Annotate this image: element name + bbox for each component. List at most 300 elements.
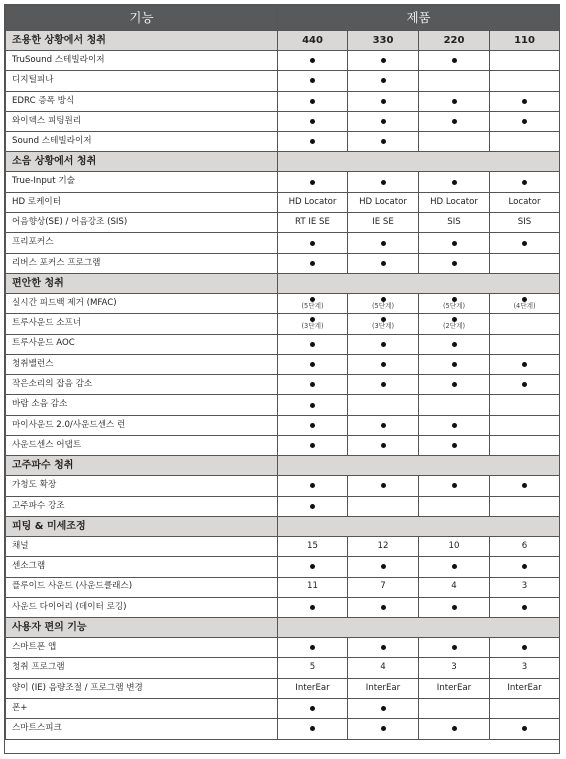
- model-label-330: 330: [348, 31, 419, 51]
- cell-value: RT IE SE: [295, 217, 330, 227]
- supported-dot-icon: [310, 423, 315, 428]
- feature-column-header: 기능: [6, 6, 278, 31]
- supported-dot-icon: [381, 726, 386, 731]
- section-header-row: [6, 456, 560, 476]
- feature-cell-110: [490, 496, 560, 516]
- feature-cell-440: [278, 111, 348, 131]
- feature-cell-110: [490, 354, 560, 374]
- cell-content: [348, 297, 418, 310]
- supported-dot-icon: [452, 261, 457, 266]
- table-row: [6, 678, 560, 698]
- cell-content: [490, 180, 559, 185]
- table-row: [6, 375, 560, 395]
- cell-content: [419, 362, 489, 367]
- supported-dot-icon: [452, 564, 457, 569]
- feature-cell-110: [490, 51, 560, 71]
- feature-cell-440: [278, 354, 348, 374]
- cell-value: 15: [307, 540, 318, 551]
- cell-content: [278, 58, 347, 63]
- level-note: (2단계): [442, 322, 466, 331]
- model-label-220: 220: [419, 31, 490, 51]
- cell-content: [348, 443, 418, 448]
- feature-cell-220: [419, 699, 490, 719]
- feature-cell-220: [419, 132, 490, 152]
- feature-cell-440: [278, 496, 348, 516]
- cell-value: InterEar: [295, 682, 330, 693]
- feature-cell-110: [490, 375, 560, 395]
- table-row: [6, 699, 560, 719]
- supported-dot-icon: [381, 423, 386, 428]
- feature-cell-220: [419, 577, 490, 597]
- section-header-fill: [278, 152, 560, 172]
- cell-content: [348, 362, 418, 367]
- feature-cell-110: [490, 314, 560, 334]
- supported-dot-icon: [522, 645, 527, 650]
- cell-content: [490, 564, 559, 569]
- table-row: [6, 314, 560, 334]
- feature-table-body: [6, 6, 560, 740]
- supported-dot-icon: [522, 382, 527, 387]
- cell-content: [348, 382, 418, 387]
- section-header-fill: [278, 456, 560, 476]
- feature-label: 스마트스피크: [6, 719, 278, 739]
- feature-cell-440: [278, 719, 348, 739]
- feature-cell-330: [348, 557, 419, 577]
- cell-content: [419, 99, 489, 104]
- table-row: [6, 719, 560, 739]
- cell-value: 4: [451, 581, 457, 592]
- feature-cell-330: [348, 699, 419, 719]
- supported-dot-icon: [381, 241, 386, 246]
- supported-dot-icon: [310, 261, 315, 266]
- supported-dot-icon: [310, 645, 315, 650]
- supported-dot-icon: [310, 443, 315, 448]
- cell-content: [419, 297, 489, 310]
- supported-dot-icon: [522, 180, 527, 185]
- cell-value: 12: [377, 540, 389, 551]
- feature-cell-220: [419, 293, 490, 313]
- feature-cell-110: [490, 213, 560, 233]
- cell-value: HD Locator: [430, 196, 478, 207]
- feature-cell-220: [419, 314, 490, 334]
- feature-cell-110: [490, 436, 560, 456]
- cell-content: [278, 726, 347, 731]
- feature-cell-330: [348, 719, 419, 739]
- supported-dot-icon: [452, 645, 457, 650]
- cell-content: [278, 605, 347, 610]
- cell-content: [278, 342, 347, 347]
- table-row: [6, 536, 560, 556]
- feature-label: HD 로케이터: [6, 192, 278, 212]
- feature-cell-440: [278, 436, 348, 456]
- cell-content: [278, 180, 347, 185]
- table-row: [6, 354, 560, 374]
- table-row: [6, 91, 560, 111]
- feature-label: 센소그램: [6, 557, 278, 577]
- feature-cell-440: [278, 557, 348, 577]
- section-title: 사용자 편의 기능: [6, 618, 278, 638]
- table-row: [6, 557, 560, 577]
- feature-cell-440: [278, 476, 348, 496]
- feature-cell-110: [490, 132, 560, 152]
- cell-content: [348, 645, 418, 650]
- feature-cell-220: [419, 192, 490, 212]
- supported-dot-icon: [310, 706, 315, 711]
- supported-dot-icon: [452, 726, 457, 731]
- table-row: [6, 233, 560, 253]
- cell-content: [278, 564, 347, 569]
- cell-content: [278, 297, 347, 310]
- level-note: (4단계): [513, 301, 536, 310]
- feature-label: 프리포커스: [6, 233, 278, 253]
- section-title: 고주파수 청취: [6, 456, 278, 476]
- level-note: (3단계): [301, 322, 324, 331]
- feature-cell-220: [419, 71, 490, 91]
- supported-dot-icon: [381, 342, 386, 347]
- feature-cell-220: [419, 91, 490, 111]
- table-row: [6, 476, 560, 496]
- model-label-440: 440: [278, 31, 348, 51]
- table-row: [6, 213, 560, 233]
- level-note: (5단계): [301, 301, 324, 310]
- cell-content: [419, 645, 489, 650]
- supported-dot-icon: [381, 483, 386, 488]
- table-row: [6, 436, 560, 456]
- supported-dot-icon: [310, 180, 315, 185]
- supported-dot-icon: [381, 139, 386, 144]
- feature-label: Sound 스테빌라이저: [6, 132, 278, 152]
- feature-cell-110: [490, 111, 560, 131]
- feature-cell-220: [419, 496, 490, 516]
- cell-content: [278, 99, 347, 104]
- cell-content: [278, 443, 347, 448]
- table-row: [6, 395, 560, 415]
- feature-label: 사운드센스 어댑트: [6, 436, 278, 456]
- cell-content: [490, 726, 559, 731]
- cell-content: [348, 180, 418, 185]
- supported-dot-icon: [522, 605, 527, 610]
- feature-cell-330: [348, 253, 419, 273]
- cell-content: [419, 423, 489, 428]
- section-title: 피팅 & 미세조정: [6, 516, 278, 536]
- feature-cell-330: [348, 496, 419, 516]
- cell-value: SIS: [517, 217, 532, 227]
- feature-cell-440: [278, 172, 348, 192]
- cell-content: [278, 483, 347, 488]
- feature-cell-440: [278, 233, 348, 253]
- supported-dot-icon: [381, 119, 386, 124]
- feature-cell-110: [490, 415, 560, 435]
- cell-content: [278, 261, 347, 266]
- cell-content: [419, 564, 489, 569]
- feature-cell-110: [490, 293, 560, 313]
- supported-dot-icon: [381, 706, 386, 711]
- supported-dot-icon: [310, 342, 315, 347]
- feature-cell-220: [419, 253, 490, 273]
- cell-content: [278, 382, 347, 387]
- supported-dot-icon: [381, 261, 386, 266]
- feature-cell-220: [419, 678, 490, 698]
- supported-dot-icon: [381, 382, 386, 387]
- table-row: [6, 253, 560, 273]
- feature-cell-110: [490, 577, 560, 597]
- cell-content: [348, 342, 418, 347]
- feature-comparison-sheet: [4, 4, 560, 754]
- feature-label: 청취밸런스: [6, 354, 278, 374]
- feature-cell-110: [490, 233, 560, 253]
- cell-content: [278, 504, 347, 509]
- feature-cell-330: [348, 638, 419, 658]
- cell-content: [348, 423, 418, 428]
- supported-dot-icon: [452, 180, 457, 185]
- feature-cell-330: [348, 476, 419, 496]
- table-row: [6, 638, 560, 658]
- cell-content: [278, 119, 347, 124]
- section-title: 소음 상황에서 청취: [6, 152, 278, 172]
- supported-dot-icon: [310, 605, 315, 610]
- feature-cell-110: [490, 172, 560, 192]
- table-row: [6, 658, 560, 678]
- supported-dot-icon: [452, 443, 457, 448]
- table-row: [6, 597, 560, 617]
- table-row: [6, 293, 560, 313]
- table-row: [6, 334, 560, 354]
- feature-label: 와이덱스 피팅원리: [6, 111, 278, 131]
- feature-cell-220: [419, 557, 490, 577]
- cell-value: Locator: [508, 196, 541, 207]
- supported-dot-icon: [522, 241, 527, 246]
- level-note: (5단계): [442, 301, 466, 310]
- supported-dot-icon: [310, 139, 315, 144]
- cell-content: [278, 241, 347, 246]
- feature-cell-330: [348, 213, 419, 233]
- supported-dot-icon: [381, 443, 386, 448]
- feature-cell-110: [490, 699, 560, 719]
- cell-value: 5: [309, 662, 316, 673]
- cell-content: [348, 119, 418, 124]
- feature-cell-110: [490, 253, 560, 273]
- cell-content: [348, 241, 418, 246]
- supported-dot-icon: [310, 241, 315, 246]
- supported-dot-icon: [381, 78, 386, 83]
- feature-cell-440: [278, 577, 348, 597]
- section-header-fill: [278, 618, 560, 638]
- supported-dot-icon: [522, 726, 527, 731]
- section-header-row: [6, 152, 560, 172]
- product-column-header: 제품: [278, 6, 560, 31]
- cell-content: [348, 99, 418, 104]
- cell-value: 4: [380, 662, 386, 673]
- table-row: [6, 71, 560, 91]
- supported-dot-icon: [522, 119, 527, 124]
- table-row: [6, 132, 560, 152]
- cell-value: HD Locator: [359, 196, 407, 207]
- feature-label: 플루이드 사운드 (사운드클래스): [6, 577, 278, 597]
- cell-content: [419, 382, 489, 387]
- cell-content: [348, 605, 418, 610]
- feature-cell-220: [419, 375, 490, 395]
- supported-dot-icon: [452, 119, 457, 124]
- supported-dot-icon: [381, 564, 386, 569]
- feature-cell-220: [419, 658, 490, 678]
- feature-cell-110: [490, 597, 560, 617]
- feature-cell-110: [490, 536, 560, 556]
- feature-cell-110: [490, 91, 560, 111]
- cell-content: [278, 317, 347, 330]
- table-row: [6, 172, 560, 192]
- feature-label: 폰+: [6, 699, 278, 719]
- table-row: [6, 192, 560, 212]
- supported-dot-icon: [310, 564, 315, 569]
- feature-cell-220: [419, 233, 490, 253]
- feature-label: 어음향상(SE) / 어음강조 (SIS): [6, 213, 278, 233]
- feature-cell-110: [490, 658, 560, 678]
- feature-cell-440: [278, 314, 348, 334]
- feature-label: 실시간 피드백 제거 (MFAC): [6, 293, 278, 313]
- cell-content: [348, 261, 418, 266]
- cell-content: [278, 362, 347, 367]
- feature-label: True-Input 기술: [6, 172, 278, 192]
- supported-dot-icon: [452, 362, 457, 367]
- feature-label: EDRC 증폭 방식: [6, 91, 278, 111]
- supported-dot-icon: [522, 483, 527, 488]
- feature-label: 마이사운드 2.0/사운드센스 런: [6, 415, 278, 435]
- section-title: 편안한 청취: [6, 273, 278, 293]
- supported-dot-icon: [310, 504, 315, 509]
- feature-cell-440: [278, 253, 348, 273]
- supported-dot-icon: [310, 403, 315, 408]
- cell-content: [348, 564, 418, 569]
- feature-cell-440: [278, 638, 348, 658]
- feature-cell-220: [419, 395, 490, 415]
- cell-content: [419, 180, 489, 185]
- cell-content: [278, 78, 347, 83]
- feature-cell-110: [490, 334, 560, 354]
- supported-dot-icon: [452, 382, 457, 387]
- feature-cell-110: [490, 678, 560, 698]
- cell-content: [490, 382, 559, 387]
- feature-cell-330: [348, 233, 419, 253]
- cell-value: 3: [451, 662, 457, 673]
- feature-cell-440: [278, 658, 348, 678]
- cell-content: [490, 241, 559, 246]
- feature-label: 청취 프로그램: [6, 658, 278, 678]
- cell-content: [348, 139, 418, 144]
- cell-content: [490, 605, 559, 610]
- supported-dot-icon: [381, 58, 386, 63]
- feature-cell-330: [348, 111, 419, 131]
- supported-dot-icon: [452, 605, 457, 610]
- cell-content: [419, 443, 489, 448]
- feature-cell-440: [278, 536, 348, 556]
- feature-cell-440: [278, 699, 348, 719]
- feature-cell-330: [348, 415, 419, 435]
- supported-dot-icon: [381, 180, 386, 185]
- cell-content: [419, 342, 489, 347]
- feature-cell-440: [278, 415, 348, 435]
- feature-cell-440: [278, 678, 348, 698]
- cell-content: [419, 483, 489, 488]
- feature-cell-330: [348, 91, 419, 111]
- cell-value: IE SE: [372, 217, 394, 227]
- supported-dot-icon: [310, 58, 315, 63]
- feature-cell-330: [348, 172, 419, 192]
- feature-label: 사운드 다이어리 (데이터 로깅): [6, 597, 278, 617]
- feature-cell-110: [490, 719, 560, 739]
- feature-cell-220: [419, 719, 490, 739]
- feature-cell-440: [278, 395, 348, 415]
- supported-dot-icon: [310, 483, 315, 488]
- feature-cell-440: [278, 334, 348, 354]
- section-header-fill: [278, 273, 560, 293]
- cell-content: [348, 78, 418, 83]
- supported-dot-icon: [452, 58, 457, 63]
- cell-value: 3: [521, 662, 528, 673]
- cell-value: 7: [380, 581, 386, 592]
- feature-cell-330: [348, 314, 419, 334]
- model-label-110: 110: [490, 31, 560, 51]
- supported-dot-icon: [381, 645, 386, 650]
- feature-label: 양이 (IE) 음량조절 / 프로그램 변경: [6, 678, 278, 698]
- supported-dot-icon: [522, 99, 527, 104]
- feature-cell-440: [278, 51, 348, 71]
- cell-content: [490, 483, 559, 488]
- feature-cell-330: [348, 51, 419, 71]
- cell-content: [419, 726, 489, 731]
- supported-dot-icon: [381, 99, 386, 104]
- feature-label: 작은소리의 잡음 감소: [6, 375, 278, 395]
- feature-cell-220: [419, 536, 490, 556]
- feature-table: [5, 5, 560, 740]
- cell-value: HD Locator: [288, 196, 337, 207]
- table-header-row: [6, 6, 560, 31]
- cell-content: [490, 119, 559, 124]
- supported-dot-icon: [452, 342, 457, 347]
- feature-cell-440: [278, 597, 348, 617]
- section-header-row: [6, 618, 560, 638]
- feature-cell-110: [490, 395, 560, 415]
- cell-content: [419, 58, 489, 63]
- cell-value: 11: [307, 581, 318, 592]
- cell-value: 10: [448, 540, 460, 551]
- feature-label: 바람 소음 감소: [6, 395, 278, 415]
- cell-content: [490, 645, 559, 650]
- table-row: [6, 577, 560, 597]
- feature-cell-330: [348, 577, 419, 597]
- supported-dot-icon: [310, 726, 315, 731]
- feature-label: 고주파수 강조: [6, 496, 278, 516]
- feature-cell-220: [419, 597, 490, 617]
- feature-cell-330: [348, 293, 419, 313]
- feature-cell-440: [278, 132, 348, 152]
- supported-dot-icon: [381, 362, 386, 367]
- supported-dot-icon: [310, 382, 315, 387]
- feature-label: 스마트폰 앱: [6, 638, 278, 658]
- cell-content: [490, 99, 559, 104]
- cell-content: [278, 423, 347, 428]
- table-row: [6, 415, 560, 435]
- feature-cell-440: [278, 91, 348, 111]
- feature-cell-330: [348, 192, 419, 212]
- cell-content: [419, 605, 489, 610]
- feature-cell-440: [278, 192, 348, 212]
- supported-dot-icon: [452, 483, 457, 488]
- section-header-fill: [278, 516, 560, 536]
- cell-value: 3: [521, 581, 528, 592]
- feature-label: TruSound 스테빌라이저: [6, 51, 278, 71]
- table-row: [6, 51, 560, 71]
- cell-content: [348, 483, 418, 488]
